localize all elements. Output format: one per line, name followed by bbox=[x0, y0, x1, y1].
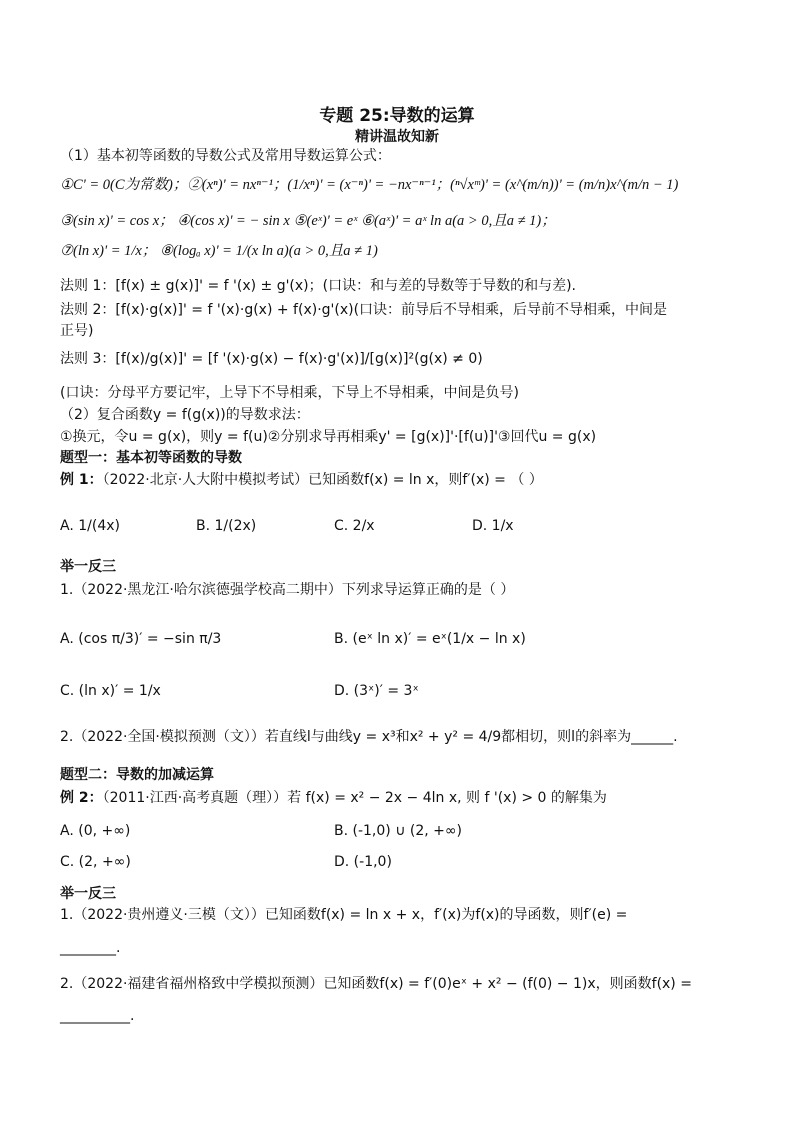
practice-1-question-2: 2.（2022·全国·模拟预测（文））若直线l与曲线y = x³和x² + y² = 4/9都相切，则l的斜率为______. bbox=[60, 729, 678, 745]
example-2-option-a[interactable]: A. (0, +∞) bbox=[60, 823, 131, 839]
practice-1-q1-option-d[interactable]: D. (3ˣ)′ = 3ˣ bbox=[334, 683, 419, 699]
page-title: 专题 25:导数的运算 bbox=[319, 106, 475, 126]
practice-heading-2: 举一反三 bbox=[60, 886, 116, 902]
practice-2-question-1-blank[interactable]: ________. bbox=[60, 940, 121, 956]
example-1-label: 例 1： bbox=[60, 472, 103, 488]
practice-1-q1-option-b[interactable]: B. (eˣ ln x)′ = eˣ(1/x − ln x) bbox=[334, 631, 526, 647]
formula-row-1: ①C' = 0(C为常数)；②(xⁿ)' = nxⁿ⁻¹；(1/xⁿ)' = (x⁻ⁿ)' = −nx⁻ⁿ⁻¹；(ⁿ√xᵐ)' = (x^(m/n))' = (m/n)x^(m/n − 1) bbox=[60, 177, 679, 193]
example-1-option-b[interactable]: B. 1/(2x) bbox=[196, 518, 257, 534]
example-2-text: （2011·江西·高考真题（理））若 f(x) = x² − 2x − 4ln x, 则 f '(x) > 0 的解集为 bbox=[102, 790, 607, 806]
rule-1: 法则 1：[f(x) ± g(x)]' = f '(x) ± g'(x)；(口诀：和与差的导数等于导数的和与差). bbox=[60, 278, 577, 294]
example-2-option-b[interactable]: B. (-1,0) ∪ (2, +∞) bbox=[334, 823, 463, 839]
composite-steps: ①换元，令u = g(x)，则y = f(u)②分别求导再相乘y' = [g(x)]'·[f(u)]'③回代u = g(x) bbox=[60, 429, 597, 445]
practice-1-q1-option-a[interactable]: A. (cos π/3)′ = −sin π/3 bbox=[60, 631, 222, 647]
example-1-text: （2022·北京·人大附中模拟考试）已知函数f(x) = ln x，则f′(x) = （ ） bbox=[102, 472, 543, 488]
practice-2-question-1: 1.（2022·贵州遵义·三模（文））已知函数f(x) = ln x + x，f′(x)为f(x)的导函数，则f′(e) = bbox=[60, 907, 628, 923]
practice-1-question-1: 1.（2022·黑龙江·哈尔滨德强学校高二期中）下列求导运算正确的是（ ） bbox=[60, 582, 515, 598]
example-2 bbox=[60, 789, 607, 807]
example-1-option-d[interactable]: D. 1/x bbox=[472, 518, 514, 534]
type2-heading: 题型二：导数的加减运算 bbox=[60, 767, 214, 783]
practice-heading-1: 举一反三 bbox=[60, 559, 116, 575]
rule-3-note: (口诀：分母平方要记牢，上导下不导相乘，下导上不导相乘，中间是负号) bbox=[60, 385, 519, 401]
practice-1-q1-option-c[interactable]: C. (ln x)′ = 1/x bbox=[60, 683, 161, 699]
formula-row-2: ③(sin x)' = cos x； ④(cos x)' = − sin x ⑤(eˣ)' = eˣ ⑥(aˣ)' = aˣ ln a(a > 0,且a ≠ 1)； bbox=[60, 213, 556, 229]
practice-2-question-2: 2.（2022·福建省福州格致中学模拟预测）已知函数f(x) = f′(0)eˣ + x² − (f(0) − 1)x，则函数f(x) = bbox=[60, 976, 692, 992]
rule-3: 法则 3：[f(x)/g(x)]' = [f '(x)·g(x) − f(x)·g'(x)]/[g(x)]²(g(x) ≠ 0) bbox=[60, 351, 483, 367]
example-1-option-c[interactable]: C. 2/x bbox=[334, 518, 375, 534]
page-subtitle: 精讲温故知新 bbox=[355, 129, 439, 145]
formula-row-3: ⑦(ln x)' = 1/x； ⑧(logₐ x)' = 1/(x ln a)(a > 0,且a ≠ 1) bbox=[60, 243, 378, 259]
type1-heading: 题型一：基本初等函数的导数 bbox=[60, 450, 242, 466]
example-2-label: 例 2： bbox=[60, 790, 103, 806]
rule-2-line-2: 正号) bbox=[60, 323, 94, 339]
example-2-option-c[interactable]: C. (2, +∞) bbox=[60, 854, 131, 870]
practice-2-question-2-blank[interactable]: __________. bbox=[60, 1008, 135, 1024]
composite-heading: （2）复合函数y = f(g(x))的导数求法： bbox=[60, 407, 310, 423]
example-1-option-a[interactable]: A. 1/(4x) bbox=[60, 518, 120, 534]
section1-heading: （1）基本初等函数的导数公式及常用导数运算公式： bbox=[60, 148, 391, 164]
example-1 bbox=[60, 471, 543, 489]
rule-2-line-1: 法则 2：[f(x)·g(x)]' = f '(x)·g(x) + f(x)·g'(x)(口诀：前导后不导相乘，后导前不导相乘，中间是 bbox=[60, 302, 668, 318]
example-2-option-d[interactable]: D. (-1,0) bbox=[334, 854, 392, 870]
